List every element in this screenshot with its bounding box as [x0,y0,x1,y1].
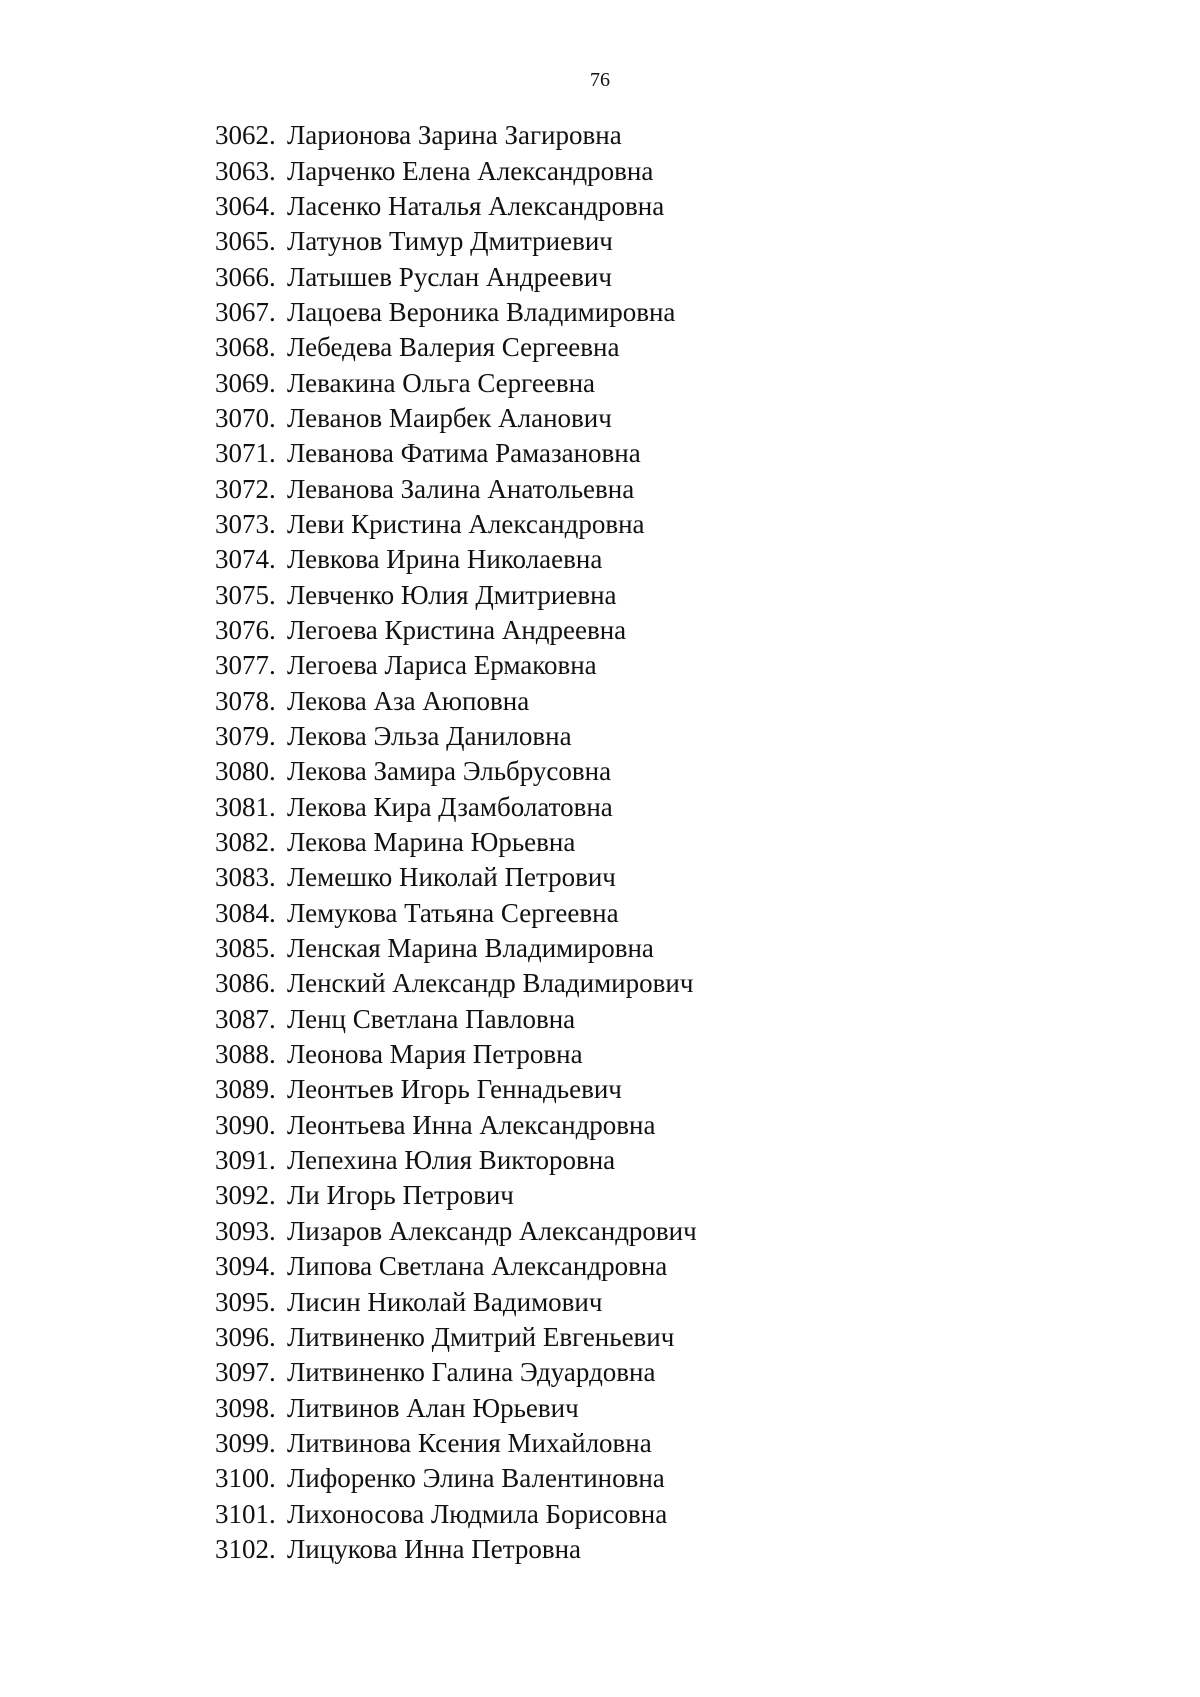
entry-number: 3064. [215,190,276,221]
list-item [215,1355,697,1390]
entry-number: 3089. [215,1074,276,1105]
entry-name: Леонова Мария Петровна [287,1039,583,1070]
entry-number: 3098. [215,1392,276,1423]
entry-number: 3063. [215,155,276,186]
entry-number: 3094. [215,1251,276,1282]
entry-name: Леонтьева Инна Александровна [287,1109,656,1140]
entry-number: 3088. [215,1039,276,1070]
list-item [215,1461,697,1496]
entry-number: 3097. [215,1357,276,1388]
list-item [215,189,697,224]
list-item [215,1496,697,1531]
entry-number: 3069. [215,367,276,398]
entry-name: Легоева Кристина Андреевна [287,614,627,645]
list-item [215,1249,697,1284]
list-item [215,1320,697,1355]
entry-number: 3095. [215,1286,276,1317]
list-item [215,1143,697,1178]
list-item [215,1072,697,1107]
entry-number: 3065. [215,226,276,257]
entry-name: Литвиненко Дмитрий Евгеньевич [287,1321,675,1352]
entry-name: Литвинова Ксения Михайловна [287,1427,652,1458]
entry-number: 3093. [215,1215,276,1246]
list-item [215,259,697,294]
list-item [215,1532,697,1567]
entry-name: Ленская Марина Владимировна [287,933,654,964]
entry-name: Ласенко Наталья Александровна [287,190,665,221]
list-item [215,365,697,400]
list-item [215,507,697,542]
entry-number: 3072. [215,473,276,504]
entry-number: 3079. [215,721,276,752]
entry-number: 3075. [215,579,276,610]
entry-number: 3073. [215,508,276,539]
list-item [215,577,697,612]
entry-name: Леви Кристина Александровна [287,508,645,539]
list-item [215,825,697,860]
list-item [215,896,697,931]
entry-number: 3100. [215,1463,276,1494]
entry-name: Лихоносова Людмила Борисовна [287,1498,668,1529]
entry-name: Латышев Руслан Андреевич [287,261,612,292]
entry-name: Литвиненко Галина Эдуардовна [287,1357,656,1388]
entry-name: Лисин Николай Вадимович [287,1286,603,1317]
list-item [215,118,697,153]
list-item [215,1178,697,1213]
list-item [215,684,697,719]
entry-number: 3080. [215,756,276,787]
list-item [215,790,697,825]
entry-number: 3092. [215,1180,276,1211]
entry-name: Лебедева Валерия Сергеевна [287,332,620,363]
entry-number: 3082. [215,827,276,858]
page-number: 76 [590,69,610,91]
list-item [215,1284,697,1319]
entry-name: Леонтьев Игорь Геннадьевич [287,1074,622,1105]
list-item [215,613,697,648]
list-item [215,330,697,365]
list-item [215,754,697,789]
entry-name: Лекова Эльза Даниловна [287,721,572,752]
entry-name: Леванова Фатима Рамазановна [287,438,641,469]
list-item [215,401,697,436]
list-item [215,860,697,895]
entry-name: Ларченко Елена Александровна [287,155,654,186]
entry-number: 3102. [215,1533,276,1564]
entry-number: 3067. [215,296,276,327]
entry-number: 3101. [215,1498,276,1529]
entry-number: 3070. [215,402,276,433]
entry-name: Лекова Кира Дзамболатовна [287,791,613,822]
entry-name: Лизаров Александр Александрович [287,1215,697,1246]
entry-number: 3081. [215,791,276,822]
list-item [215,1002,697,1037]
entry-name: Легоева Лариса Ермаковна [287,650,597,681]
entry-name: Липова Светлана Александровна [287,1251,668,1282]
list-item [215,1037,697,1072]
entry-name: Лифоренко Элина Валентиновна [287,1463,665,1494]
entry-number: 3077. [215,650,276,681]
list-item [215,966,697,1001]
entry-name: Ленский Александр Владимирович [287,968,694,999]
list-item [215,224,697,259]
entry-name: Левченко Юлия Дмитриевна [287,579,617,610]
entry-name: Лепехина Юлия Викторовна [287,1145,616,1176]
list-item [215,1214,697,1249]
list-item [215,471,697,506]
entry-number: 3090. [215,1109,276,1140]
list-item [215,436,697,471]
entry-number: 3078. [215,685,276,716]
list-item [215,295,697,330]
entry-name: Леванов Маирбек Аланович [287,402,612,433]
entry-number: 3068. [215,332,276,363]
entry-name: Ли Игорь Петрович [287,1180,514,1211]
entry-name: Ленц Светлана Павловна [287,1003,576,1034]
entry-number: 3071. [215,438,276,469]
entry-number: 3091. [215,1145,276,1176]
list-item [215,542,697,577]
entry-name: Левакина Ольга Сергеевна [287,367,596,398]
entry-number: 3096. [215,1321,276,1352]
entry-name: Левкова Ирина Николаевна [287,544,603,575]
entry-name: Лекова Марина Юрьевна [287,827,576,858]
list-item [215,1426,697,1461]
entry-number: 3086. [215,968,276,999]
list-item [215,1108,697,1143]
entry-number: 3066. [215,261,276,292]
entry-number: 3085. [215,933,276,964]
entry-number: 3076. [215,614,276,645]
list-item [215,931,697,966]
entry-name: Лекова Замира Эльбрусовна [287,756,612,787]
list-item [215,719,697,754]
entry-name: Леванова Залина Анатольевна [287,473,635,504]
entry-number: 3062. [215,120,276,151]
entry-name: Лемешко Николай Петрович [287,862,616,893]
list-item [215,153,697,188]
list-item [215,648,697,683]
name-list [215,118,697,1567]
entry-name: Лицукова Инна Петровна [287,1533,582,1564]
list-item [215,1390,697,1425]
entry-name: Лекова Аза Аюповна [287,685,530,716]
entry-name: Лемукова Татьяна Сергеевна [287,897,619,928]
entry-name: Ларионова Зарина Загировна [287,120,622,151]
entry-name: Лацоева Вероника Владимировна [287,296,676,327]
entry-number: 3099. [215,1427,276,1458]
entry-name: Литвинов Алан Юрьевич [287,1392,579,1423]
entry-number: 3087. [215,1003,276,1034]
entry-number: 3074. [215,544,276,575]
entry-name: Латунов Тимур Дмитриевич [287,226,613,257]
entry-number: 3083. [215,862,276,893]
entry-number: 3084. [215,897,276,928]
